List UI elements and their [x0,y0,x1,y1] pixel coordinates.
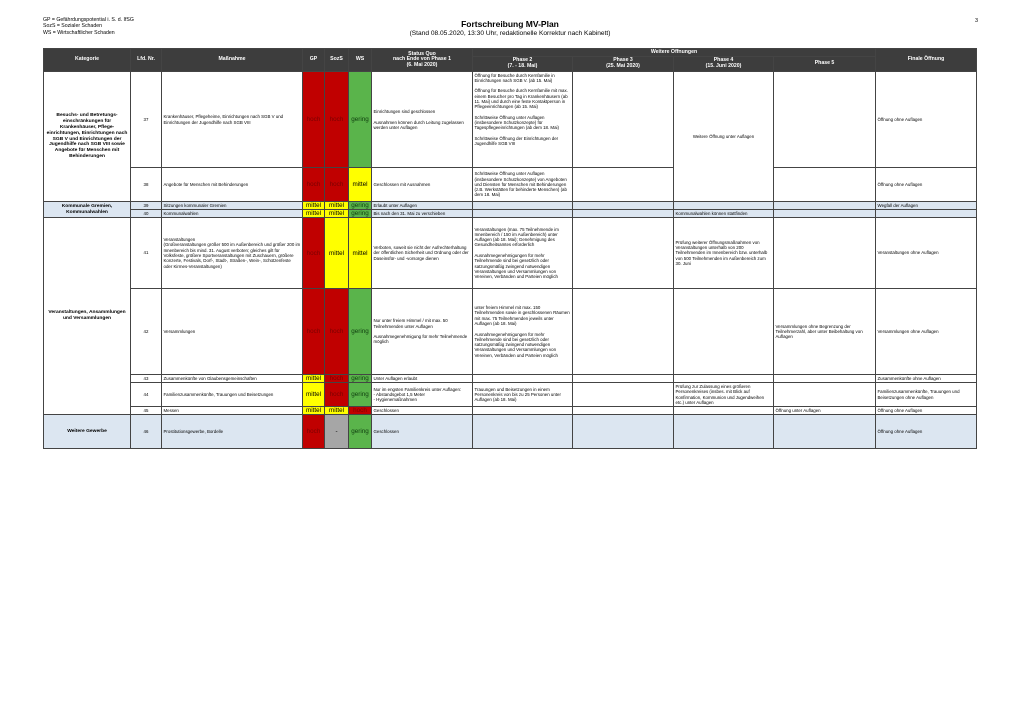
row-43-massnahme: Zusammenkünfte von Glaubensgemeinschaften [162,375,303,383]
row-42-phase-5: Versammlungen ohne Begrenzung der Teilnehmerzahl, aber unter Beibehaltung von Auflagen [774,289,876,375]
row-44-sozs-rating: hoch [325,383,349,407]
row-43-sozs-rating: hoch [325,375,349,383]
header-weitere-oeffnungen: Weitere Öffnungen [473,49,876,57]
row-37-ws-rating: gering [349,72,372,168]
header-lfd-nr: Lfd. Nr. [131,49,162,72]
header-phase-2: Phase 2 (7. - 18. Mai) [473,57,573,72]
row-45-sozs-rating: mittel [325,407,349,415]
row-44-ws-rating: gering [349,383,372,407]
row-42-nr: 42 [131,289,162,375]
row-44-nr: 44 [131,383,162,407]
row-40-gp-rating: mittel [303,210,325,218]
row-37-38-phase-4: Weitere Öffnung unter Auflagen [674,72,774,202]
row-45-nr: 45 [131,407,162,415]
row-39-gp-rating: mittel [303,202,325,210]
legend-sozs: SozS = Sozialer Schaden [43,23,102,30]
header-phase-3: Phase 3 (25. Mai 2020) [573,57,674,72]
header-finale-oeffnung: Finale Öffnung [876,49,977,72]
row-44-status: Nur im engsten Familienkreis unter Auflagen: - Abstandsgebot 1,5 Meter - Hygienemaßnahmen [372,383,473,407]
row-39-phase-2 [473,202,573,210]
row-42-massnahme: Versammlungen [162,289,303,375]
row-38-ws-rating: mittel [349,168,372,202]
row-43-phase-5 [774,375,876,383]
row-42-status: Nur unter freiem Himmel / mit max. 50 Teilnehmenden unter Auflagen Ausnahmegenehmigung für mehr Teilnehmende möglich [372,289,473,375]
row-39-final: Wegfall der Auflagen [876,202,977,210]
row-43-status: Unter Auflagen erlaubt [372,375,473,383]
table-row [44,289,977,375]
header-sozs: SozS [325,49,349,72]
row-37-nr: 37 [131,72,162,168]
row-38-phase-3 [573,168,674,202]
row-39-sozs-rating: mittel [325,202,349,210]
row-39-phase-5 [774,202,876,210]
row-39-status: Erlaubt unter Auflagen [372,202,473,210]
legend-gp: GP = Gefährdungspotential i. S. d. IfSG [43,17,134,23]
row-40-nr: 40 [131,210,162,218]
row-38-status: Geschlossen mit Ausnahmen [372,168,473,202]
row-40-phase-3 [573,210,674,218]
row-39-phase-3 [573,202,674,210]
row-45-ws-rating: hoch [349,407,372,415]
row-43-gp-rating: mittel [303,375,325,383]
row-37-massnahme: Krankenhäuser, Pflegeheime, Einrichtungen nach SGB V und Einrichtungen der Jugendhilfe nach SGB VIII [162,72,303,168]
row-43-final: Zusammenkünfte ohne Auflagen [876,375,977,383]
row-40-phase-5 [774,210,876,218]
row-46-phase-2 [473,415,573,449]
row-39-phase-4 [674,202,774,210]
row-37-phase-5 [774,72,876,168]
row-40-phase-4: Kommunalwahlen können stattfinden [674,210,774,218]
row-45-phase-5: Öffnung unter Auflagen [774,407,876,415]
row-38-final: Öffnung ohne Auflagen [876,168,977,202]
row-38-gp-rating: hoch [303,168,325,202]
row-44-phase-2: Trauungen und Beisetzungen in einem Personenkreis von bis zu 25 Personen unter Auflagen (ab 18. Mai) [473,383,573,407]
table-row [44,383,977,407]
row-45-phase-2 [473,407,573,415]
row-42-gp-rating: hoch [303,289,325,375]
row-37-status: Einrichtungen sind geschlossen Ausnahmen können durch Leitung zugelassen werden unter Auflagen [372,72,473,168]
row-46-sozs-rating: - [325,415,349,449]
row-46-status: Geschlossen [372,415,473,449]
row-41-phase-4: Prüfung weiterer Öffnungsmaßnahmen von Veranstaltungen unterhalb von 200 Teilnehmenden im Innenbereich bzw. unterhalb von 500 Teilnehmenden im Außenbereich zum 30. Juni [674,218,774,289]
row-38-phase-5 [774,168,876,202]
row-46-massnahme: Prostitutionsgewerbe, Bordelle [162,415,303,449]
page-number: 3 [975,18,979,24]
row-42-ws-rating: gering [349,289,372,375]
row-38-massnahme: Angebote für Menschen mit Behinderungen [162,168,303,202]
row-40-final [876,210,977,218]
row-38-sozs-rating: hoch [325,168,349,202]
row-46-phase-4 [674,415,774,449]
row-46-final: Öffnung ohne Auflagen [876,415,977,449]
row-44-gp-rating: mittel [303,383,325,407]
header-kategorie: Kategorie [44,49,131,72]
row-41-ws-rating: mittel [349,218,372,289]
header-massnahme: Maßnahme [162,49,303,72]
row-40-status: Bis nach den 31. Mai zu verschieben [372,210,473,218]
row-42-phase-3 [573,289,674,375]
row-37-gp-rating: hoch [303,72,325,168]
row-41-nr: 41 [131,218,162,289]
row-42-phase-4 [674,289,774,375]
row-44-phase-3 [573,383,674,407]
row-42-sozs-rating: hoch [325,289,349,375]
header-ws: WS [349,49,372,72]
table-row [44,168,977,202]
row-43-phase-2 [473,375,573,383]
row-41-phase-5 [774,218,876,289]
row-38-nr: 38 [131,168,162,202]
row-43-ws-rating: gering [349,375,372,383]
row-46-gp-rating: hoch [303,415,325,449]
row-45-massnahme: Messen [162,407,303,415]
table-row [44,375,977,383]
row-39-nr: 39 [131,202,162,210]
category-gewerbe: Weitere Gewerbe [44,415,131,449]
row-44-massnahme: Familienzusammenkünfte, Trauungen und Beisetzungen [162,383,303,407]
header-gp: GP [303,49,325,72]
row-43-nr: 43 [131,375,162,383]
row-37-phase-2: Öffnung für Besuche durch Kernfamilie in Einrichtungen nach SGB V. (ab 15. Mai) Öffnung für Besuche durch Kernfamilie mit max. einem Besucher pro Tag in Krankenhäusern (ab 11. Mai) und durch eine feste Kontaktperson in Pflegeeinrichtungen (ab 15. Mai) Schrittweise Öffnung unter Auflagen (insbesondere Schutzkonzepte) für Tagespflegeeinrichtungen (ab dem 18. Mai) Schrittweise Öffnung der Einrichtungen der Jugendhilfe SGB VIII [473,72,573,168]
row-44-phase-5 [774,383,876,407]
row-46-ws-rating: gering [349,415,372,449]
header-phase-5: Phase 5 [774,57,876,72]
row-41-status: Verboten, soweit sie nicht der Aufrechterhaltung der öffentlichen Sicherheit und Ordnung oder der Daseinsfür- und -vorsorge dienen [372,218,473,289]
category-gremien: Kommunale Gremien, Kommunalwahlen [44,202,131,218]
measures-table [43,48,977,449]
row-38-phase-2: Schrittweise Öffnung unter Auflagen (insbesondere Schutzkonzepte) von Angeboten und Diensten für Menschen mit Behinderungen (z.B. Werkstätten für behinderte Menschen) (ab dem 18. Mai) [473,168,573,202]
row-40-phase-2 [473,210,573,218]
table-row [44,210,977,218]
row-45-status: Geschlossen [372,407,473,415]
legend-ws: WS = Wirtschaftlicher Schaden [43,29,115,36]
row-41-massnahme: Veranstaltungen (Großveranstaltungen größer 500 im Außenbereich und größer 200 im Innenbereich bis mind. 31. August verboten; gleiches gilt für Volksfeste, größere Sportveranstaltungen mit Zuschauern, größere Konzerte, Festivals, Dorf-, Stadt-, Straßen-, Wein-, Schützenfeste oder Kirmes-Veranstaltungen) [162,218,303,289]
document-subtitle: (Stand 08.05.2020, 13:30 Uhr, redaktionelle Korrektur nach Kabinett) [409,30,611,37]
row-40-sozs-rating: mittel [325,210,349,218]
row-40-massnahme: Kommunalwahlen [162,210,303,218]
row-43-phase-4 [674,375,774,383]
row-39-massnahme: Sitzungen kommunaler Gremien [162,202,303,210]
row-42-phase-2: unter freiem Himmel mit max. 150 Teilnehmenden sowie in geschlossenen Räumen mit max. 75 Teilnehmenden jeweils unter Auflagen (ab 18. Mai) Ausnahmegenehmigungen für mehr Teilnehmende sind bei gesetzlich oder satzungsmäßig zwingend notwendigen Veranstaltungen und Versammlungen von Vereinen, Verbänden und Parteien möglich [473,289,573,375]
table-row [44,415,977,449]
table-row [44,72,977,168]
header-phase-4: Phase 4 (15. Juni 2020) [674,57,774,72]
row-45-gp-rating: mittel [303,407,325,415]
row-41-phase-2: Veranstaltungen (max. 75 Teilnehmende im Innenbereich / 150 im Außenbereich) unter Auflagen (ab 18. Mai); Genehmigung des Gesundheitsamtes erforderlich Ausnahmegenehmigungen für mehr Teilnehmende sind bei gesetzlich oder satzungsmäßig zwingend notwendigen Veranstaltungen und Versammlungen von Vereinen, Verbänden und Parteien möglich [473,218,573,289]
row-46-phase-5 [774,415,876,449]
row-45-final: Öffnung ohne Auflagen [876,407,977,415]
row-43-phase-3 [573,375,674,383]
row-37-phase-3 [573,72,674,168]
category-besuch: Besuchs- und Betretungs-einschränkungen für Krankenhäuser, Pflege-einrichtungen, Einrichtungen nach SGB V und Einrichtungen der Jugendhilfe nach SGB VIII sowie Angebote für Menschen mit Behinderungen [44,72,131,202]
row-46-nr: 46 [131,415,162,449]
row-41-final: Veranstaltungen ohne Auflagen [876,218,977,289]
row-44-phase-4: Prüfung zur Zulassung eines größeren Personenkreises (insbes. mit Blick auf Konfirmation, Kommunion und Jugendweihen etc.) unter Auflagen [674,383,774,407]
row-41-sozs-rating: mittel [325,218,349,289]
row-41-phase-3 [573,218,674,289]
header-status-quo: Status Quo nach Ende von Phase 1 (6. Mai 2020) [372,49,473,72]
table-row [44,202,977,210]
row-45-phase-4 [674,407,774,415]
row-42-final: Versammlungen ohne Auflagen [876,289,977,375]
table-row [44,218,977,289]
row-37-final: Öffnung ohne Auflagen [876,72,977,168]
category-veranstaltungen: Veranstaltungen, Ansammlungen und Versammlungen [44,218,131,415]
row-44-final: Familienzusammenkünfte, Trauungen und Beisetzungen ohne Auflagen [876,383,977,407]
row-39-ws-rating: gering [349,202,372,210]
row-40-ws-rating: gering [349,210,372,218]
row-46-phase-3 [573,415,674,449]
row-41-gp-rating: hoch [303,218,325,289]
row-37-sozs-rating: hoch [325,72,349,168]
document-title-block [330,19,690,37]
legend [43,17,134,36]
table-row [44,407,977,415]
row-45-phase-3 [573,407,674,415]
document-title: Fortschreibung MV-Plan [461,19,559,29]
